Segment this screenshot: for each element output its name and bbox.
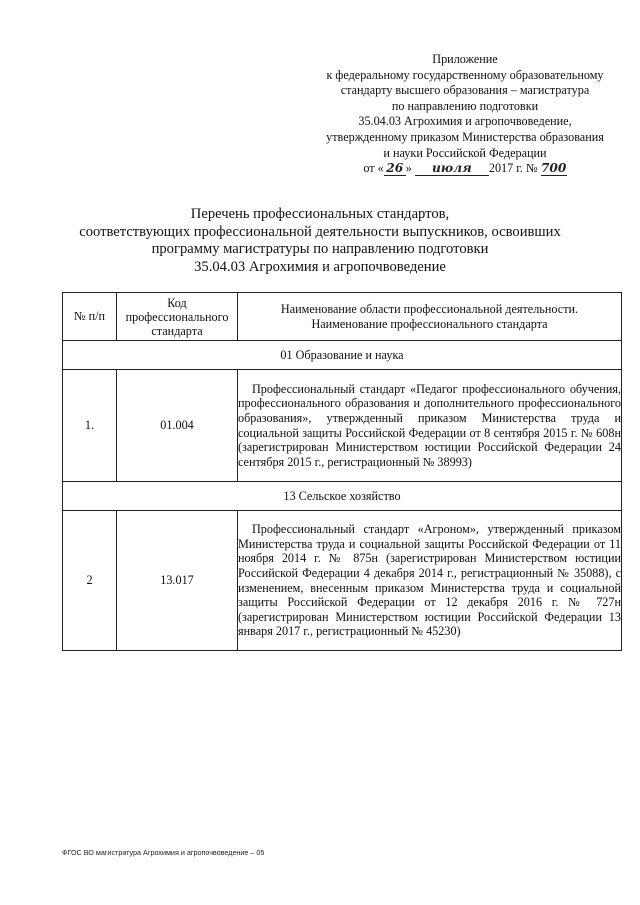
order-prefix: от « bbox=[363, 161, 384, 176]
appendix-line: Приложение bbox=[432, 52, 498, 66]
header-name-line1: Наименование области профессиональной деятельности. bbox=[280, 301, 579, 316]
row-text-content: Профессиональный стандарт «Агроном», утвержденный приказом Министерства труда и социальной защиты Российской Федерации от 11 ноября 2014 г. № 875н (зарегистрирован Министерством юстиции Российской Федерации 4 декабря 2014 г., регистрационный № 35088), с изменением, внесенным приказом Министерства труда и социальной защиты Российской Федерации от 12 декабря 2016 г. № 727н (зарегистрирован Министерством юстиции Российской Федерации 13 января 2017 г., регистрационный № 45230) bbox=[238, 522, 621, 639]
appendix-line: и науки Российской Федерации bbox=[383, 145, 547, 160]
appendix-line: утвержденному приказом Министерства образования bbox=[326, 129, 604, 144]
order-date-line bbox=[300, 161, 630, 177]
table-row bbox=[63, 511, 622, 651]
row-num: 1. bbox=[63, 370, 117, 482]
row-code: 01.004 bbox=[117, 370, 238, 482]
standards-table bbox=[62, 292, 622, 651]
page-footer: ФГОС ВО магистратура Агрохимия и агропочвоведение – 05 bbox=[62, 848, 265, 857]
document-title bbox=[60, 206, 580, 276]
appendix-line: 35.04.03 Агрохимия и агропочвоведение, bbox=[358, 114, 572, 129]
order-number-handwritten: 700 bbox=[540, 161, 567, 176]
appendix-header bbox=[300, 52, 630, 177]
appendix-line: стандарту высшего образования – магистратура bbox=[340, 83, 590, 98]
row-text bbox=[238, 370, 622, 482]
header-num: № п/п bbox=[63, 293, 117, 341]
section-row bbox=[63, 341, 622, 370]
table-header-row bbox=[63, 293, 622, 341]
row-num: 2 bbox=[63, 511, 117, 651]
order-month-handwritten: июля bbox=[415, 162, 489, 176]
title-line: Перечень профессиональных стандартов, bbox=[190, 206, 450, 222]
appendix-line: по направлению подготовки bbox=[391, 98, 539, 113]
table-row bbox=[63, 370, 622, 482]
title-line: соответствующих профессиональной деятельности выпускников, освоивших bbox=[79, 223, 561, 240]
header-name-line2: Наименование профессионального стандарта bbox=[311, 316, 548, 331]
header-code: Код профессионального стандарта bbox=[117, 293, 238, 341]
section-row bbox=[63, 482, 622, 511]
appendix-line: к федеральному государственному образовательному bbox=[326, 67, 604, 82]
header-name bbox=[238, 293, 622, 341]
row-text-content: Профессиональный стандарт «Педагог профессионального обучения, профессионального образования и дополнительного профессионального образования», утвержденный приказом Министерства труда и социальной защиты Российской Федерации от 8 сентября 2015 г. № 608н (зарегистрирован Министерством юстиции Российской Федерации 24 сентября 2015 г., регистрационный № 38993) bbox=[238, 381, 621, 469]
row-code: 13.017 bbox=[117, 511, 238, 651]
order-mid: » bbox=[405, 161, 412, 176]
order-day-handwritten: 26 bbox=[384, 162, 406, 176]
title-line: программу магистратуры по направлению подготовки bbox=[151, 241, 489, 257]
order-year: 2017 г. № bbox=[488, 161, 538, 176]
title-line: 35.04.03 Агрохимия и агропочвоведение bbox=[194, 258, 446, 275]
section-title: 01 Образование и наука bbox=[63, 341, 622, 370]
section-title: 13 Сельское хозяйство bbox=[63, 482, 622, 511]
row-text bbox=[238, 511, 622, 651]
